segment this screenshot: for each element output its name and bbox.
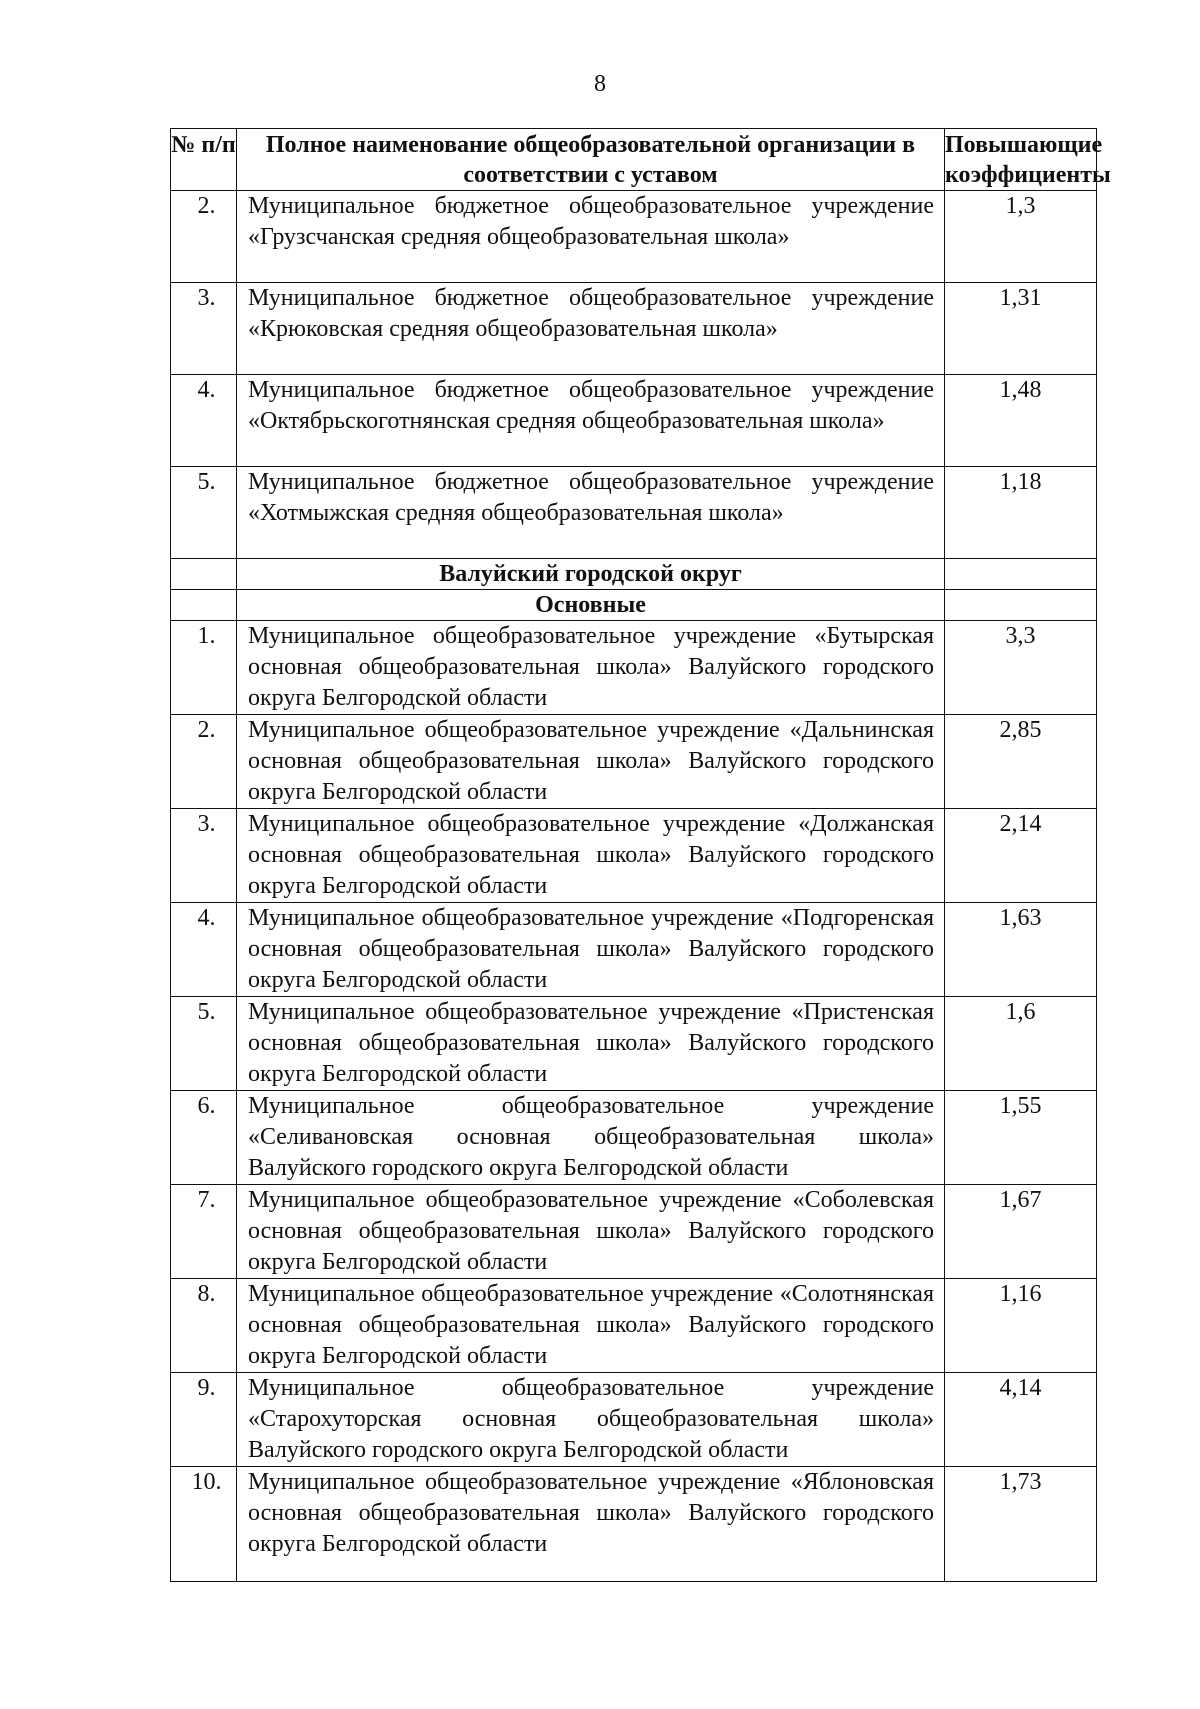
- coefficient-value: 1,31: [945, 283, 1097, 375]
- row-number: 10.: [171, 1467, 237, 1582]
- table-row: [171, 191, 1097, 283]
- section-number-cell: [171, 559, 237, 590]
- table-row: [171, 621, 1097, 715]
- organization-name: Муниципальное общеобразовательное учреждение «Пристенская основная общеобразовательная школа» Валуйского городского округа Белгородской области: [237, 997, 945, 1091]
- table-row: [171, 997, 1097, 1091]
- coefficient-value: 1,73: [945, 1467, 1097, 1582]
- row-number: 8.: [171, 1279, 237, 1373]
- organization-name: Муниципальное общеобразовательное учреждение «Дальнинская основная общеобразовательная школа» Валуйского городского округа Белгородской области: [237, 715, 945, 809]
- coefficient-value: 1,6: [945, 997, 1097, 1091]
- organization-name: Муниципальное бюджетное общеобразовательное учреждение «Крюковская средняя общеобразовательная школа»: [237, 283, 945, 375]
- section-row: [171, 559, 1097, 590]
- organization-name: Муниципальное общеобразовательное учреждение «Яблоновская основная общеобразовательная школа» Валуйского городского округа Белгородской области: [237, 1467, 945, 1582]
- subsection-coef-cell: [945, 590, 1097, 621]
- organization-name: Муниципальное общеобразовательное учреждение «Старохуторская основная общеобразовательная школа» Валуйского городского округа Белгородской области: [237, 1373, 945, 1467]
- coefficient-value: 1,55: [945, 1091, 1097, 1185]
- row-number: 2.: [171, 191, 237, 283]
- coefficient-value: 1,67: [945, 1185, 1097, 1279]
- coefficients-table: [170, 128, 1111, 1582]
- row-number: 2.: [171, 715, 237, 809]
- coefficient-value: 1,48: [945, 375, 1097, 467]
- organization-name: Муниципальное общеобразовательное учреждение «Солотнянская основная общеобразовательная школа» Валуйского городского округа Белгородской области: [237, 1279, 945, 1373]
- header-coefficients: Повышающие коэффициенты: [945, 129, 1097, 191]
- row-number: 7.: [171, 1185, 237, 1279]
- row-number: 5.: [171, 997, 237, 1091]
- coefficient-value: 3,3: [945, 621, 1097, 715]
- organization-name: Муниципальное бюджетное общеобразовательное учреждение «Грузсчанская средняя общеобразовательная школа»: [237, 191, 945, 283]
- row-number: 6.: [171, 1091, 237, 1185]
- row-number: 5.: [171, 467, 237, 559]
- organization-name: Муниципальное общеобразовательное учреждение «Соболевская основная общеобразовательная школа» Валуйского городского округа Белгородской области: [237, 1185, 945, 1279]
- section-coef-cell: [945, 559, 1097, 590]
- coefficient-value: 1,18: [945, 467, 1097, 559]
- organization-name: Муниципальное бюджетное общеобразовательное учреждение «Октябрьскоготнянская средняя общеобразовательная школа»: [237, 375, 945, 467]
- page-number: 8: [594, 71, 606, 97]
- table-row: [171, 1373, 1097, 1467]
- table-header-row: [171, 129, 1097, 191]
- subsection-number-cell: [171, 590, 237, 621]
- row-number: 3.: [171, 283, 237, 375]
- row-number: 3.: [171, 809, 237, 903]
- organization-name: Муниципальное общеобразовательное учреждение «Селивановская основная общеобразовательная школа» Валуйского городского округа Белгородской области: [237, 1091, 945, 1185]
- table-row: [171, 1091, 1097, 1185]
- table-row: [171, 375, 1097, 467]
- row-number: 1.: [171, 621, 237, 715]
- table-row: [171, 1185, 1097, 1279]
- header-number: № п/п: [171, 129, 237, 191]
- coefficient-value: 4,14: [945, 1373, 1097, 1467]
- organization-name: Муниципальное общеобразовательное учреждение «Должанская основная общеобразовательная школа» Валуйского городского округа Белгородской области: [237, 809, 945, 903]
- coefficient-value: 1,63: [945, 903, 1097, 997]
- table-row: [171, 283, 1097, 375]
- section-title: Валуйский городской округ: [237, 559, 945, 590]
- table-row: [171, 467, 1097, 559]
- coefficient-value: 2,14: [945, 809, 1097, 903]
- table-row: [171, 1467, 1097, 1582]
- table-row: [171, 715, 1097, 809]
- table-row: [171, 809, 1097, 903]
- coefficient-value: 1,16: [945, 1279, 1097, 1373]
- organization-name: Муниципальное бюджетное общеобразовательное учреждение «Хотмыжская средняя общеобразовательная школа»: [237, 467, 945, 559]
- table-row: [171, 1279, 1097, 1373]
- row-number: 4.: [171, 375, 237, 467]
- row-number: 9.: [171, 1373, 237, 1467]
- organization-name: Муниципальное общеобразовательное учреждение «Подгоренская основная общеобразовательная школа» Валуйского городского округа Белгородской области: [237, 903, 945, 997]
- coefficient-value: 2,85: [945, 715, 1097, 809]
- header-organization-name: Полное наименование общеобразовательной организации в соответствии с уставом: [237, 129, 945, 191]
- organization-name: Муниципальное общеобразовательное учреждение «Бутырская основная общеобразовательная школа» Валуйского городского округа Белгородской области: [237, 621, 945, 715]
- subsection-title: Основные: [237, 590, 945, 621]
- row-number: 4.: [171, 903, 237, 997]
- table-row: [171, 903, 1097, 997]
- subsection-row: [171, 590, 1097, 621]
- coefficient-value: 1,3: [945, 191, 1097, 283]
